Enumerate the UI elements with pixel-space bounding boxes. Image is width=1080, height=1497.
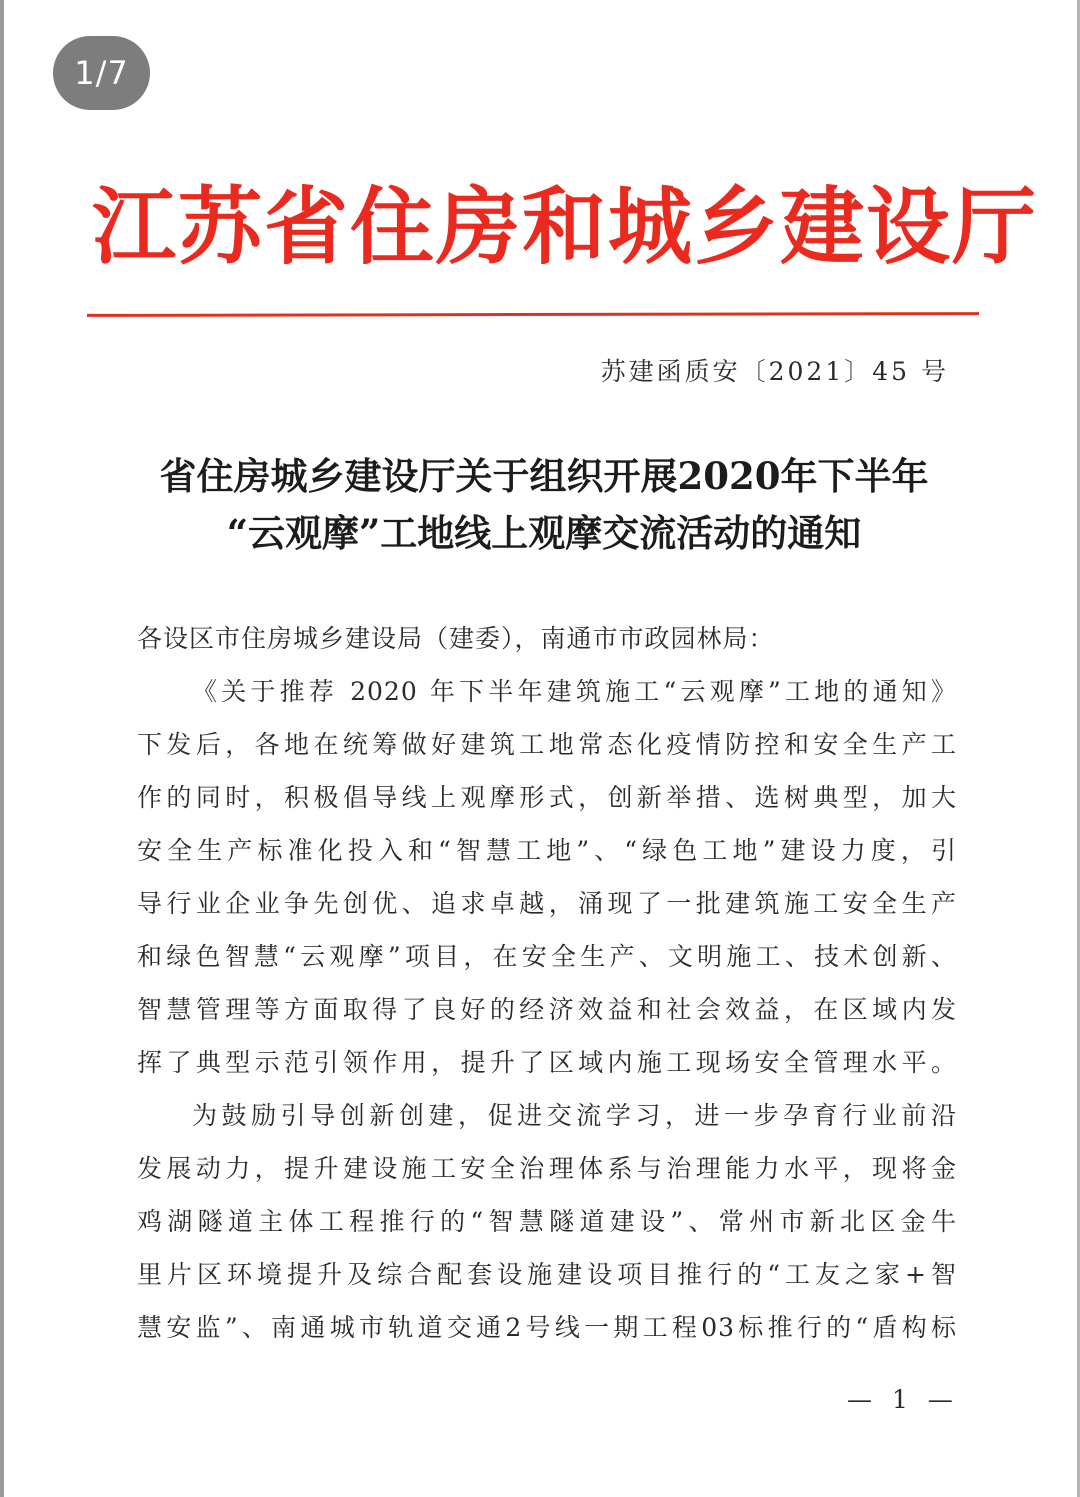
body-line: 作的同时，积极倡导线上观摩形式，创新举措、选树典型，加大 bbox=[137, 783, 957, 812]
page-indicator-badge: 1/7 bbox=[53, 36, 150, 110]
body-line: 为鼓励引导创新创建，促进交流学习，进一步孕育行业前沿 bbox=[192, 1101, 957, 1130]
body-line: 导行业企业争先创优、追求卓越，涌现了一批建筑施工安全生产 bbox=[137, 889, 957, 918]
body-line: 和绿色智慧“云观摩”项目，在安全生产、文明施工、技术创新、 bbox=[137, 942, 957, 971]
document-body bbox=[137, 612, 957, 1354]
letterhead-title: 江苏省住房和城乡建设厅 bbox=[92, 177, 1039, 276]
body-line: 下发后，各地在统筹做好建筑工地常态化疫情防控和安全生产工 bbox=[137, 730, 957, 759]
letterhead-red-rule bbox=[87, 312, 979, 317]
title-line: 省住房城乡建设厅关于组织开展2020年下半年 bbox=[159, 454, 929, 498]
body-line: 慧安监”、南通城市轨道交通2号线一期工程03标推行的“盾构标 bbox=[137, 1313, 957, 1342]
body-line: 安全生产标准化投入和“智慧工地”、“绿色工地”建设力度，引 bbox=[137, 836, 957, 865]
body-line: 鸡湖隧道主体工程推行的“智慧隧道建设”、常州市新北区金牛 bbox=[137, 1207, 957, 1236]
body-line: 《关于推荐 2020 年下半年建筑施工“云观摩”工地的通知》 bbox=[192, 677, 957, 706]
body-line: 挥了典型示范引领作用，提升了区域内施工现场安全管理水平。 bbox=[137, 1048, 957, 1077]
salutation: 各设区市住房城乡建设局（建委），南通市市政园林局： bbox=[137, 624, 775, 653]
body-line: 智慧管理等方面取得了良好的经济效益和社会效益，在区域内发 bbox=[137, 995, 957, 1024]
document-number: 苏建函质安〔2021〕45 号 bbox=[600, 357, 949, 386]
body-line: 里片区环境提升及综合配套设施建设项目推行的“工友之家+智 bbox=[137, 1260, 957, 1289]
body-line: 发展动力，提升建设施工安全治理体系与治理能力水平，现将金 bbox=[137, 1154, 957, 1183]
document-title bbox=[104, 448, 984, 562]
page-number: — 1 — bbox=[847, 1385, 959, 1414]
title-line: “云观摩”工地线上观摩交流活动的通知 bbox=[226, 511, 862, 555]
